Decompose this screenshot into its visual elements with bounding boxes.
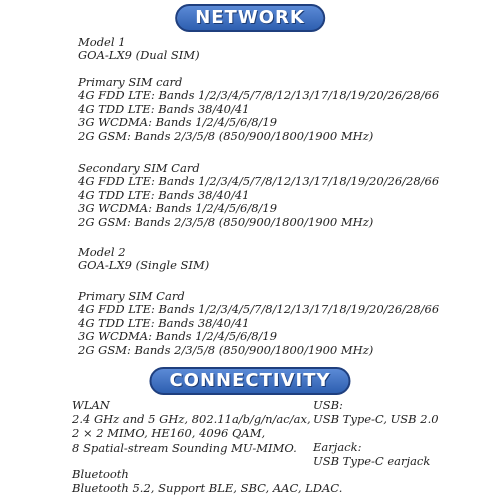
band-line: 3G WCDMA: Bands 1/2/4/5/6/8/19: [78, 201, 278, 216]
wlan-line: 2 × 2 MIMO, HE160, 4096 QAM,: [72, 426, 266, 441]
bluetooth-title: Bluetooth: [72, 467, 129, 481]
secondary-sim-section: [78, 162, 439, 229]
wlan-title: WLAN: [72, 398, 110, 412]
band-line: 4G FDD LTE: Bands 1/2/3/4/5/7/8/12/13/17/18/19/20/26/28/66: [78, 302, 440, 317]
primary-sim-title-2: Primary SIM Card: [78, 289, 185, 303]
band-line: 4G TDD LTE: Bands 38/40/41: [78, 101, 250, 116]
model2-title: Model 2: [78, 245, 126, 259]
earjack-value: USB Type-C earjack: [313, 454, 431, 469]
primary-sim-section-1: [78, 76, 439, 143]
secondary-sim-title: Secondary SIM Card: [78, 161, 200, 175]
bluetooth-value: Bluetooth 5.2, Support BLE, SBC, AAC, LDAC.: [72, 481, 343, 496]
model2-section: [78, 246, 209, 273]
earjack-section: [313, 440, 430, 468]
usb-section: [313, 398, 439, 426]
band-line: 3G WCDMA: Bands 1/2/4/5/6/8/19: [78, 115, 278, 130]
wlan-section: [72, 398, 311, 455]
earjack-title: Earjack:: [313, 440, 362, 454]
band-line: 2G GSM: Bands 2/3/5/8 (850/900/1800/1900 MHz): [78, 342, 374, 357]
primary-sim-title-1: Primary SIM card: [78, 75, 183, 89]
band-line: 2G GSM: Bands 2/3/5/8 (850/900/1800/1900 MHz): [78, 214, 374, 229]
band-line: 4G TDD LTE: Bands 38/40/41: [78, 187, 250, 202]
band-line: 3G WCDMA: Bands 1/2/4/5/6/8/19: [78, 329, 278, 344]
wlan-line: 2.4 GHz and 5 GHz, 802.11a/b/g/n/ac/ax,: [72, 412, 311, 427]
network-heading: NETWORK: [175, 4, 325, 32]
usb-title: USB:: [313, 398, 343, 412]
bluetooth-section: [72, 467, 342, 495]
band-line: 4G FDD LTE: Bands 1/2/3/4/5/7/8/12/13/17/18/19/20/26/28/66: [78, 174, 440, 189]
band-line: 2G GSM: Bands 2/3/5/8 (850/900/1800/1900 MHz): [78, 128, 374, 143]
model1-section: [78, 36, 200, 63]
band-line: 4G TDD LTE: Bands 38/40/41: [78, 315, 250, 330]
wlan-line: 8 Spatial-stream Sounding MU-MIMO.: [72, 440, 297, 455]
model2-name: GOA-LX9 (Single SIM): [78, 258, 210, 273]
model1-title: Model 1: [78, 35, 126, 49]
primary-sim-section-2: [78, 290, 439, 357]
model1-name: GOA-LX9 (Dual SIM): [78, 48, 200, 63]
band-line: 4G FDD LTE: Bands 1/2/3/4/5/7/8/12/13/17/18/19/20/26/28/66: [78, 88, 440, 103]
connectivity-heading: CONNECTIVITY: [149, 367, 350, 395]
usb-value: USB Type-C, USB 2.0: [313, 412, 439, 427]
